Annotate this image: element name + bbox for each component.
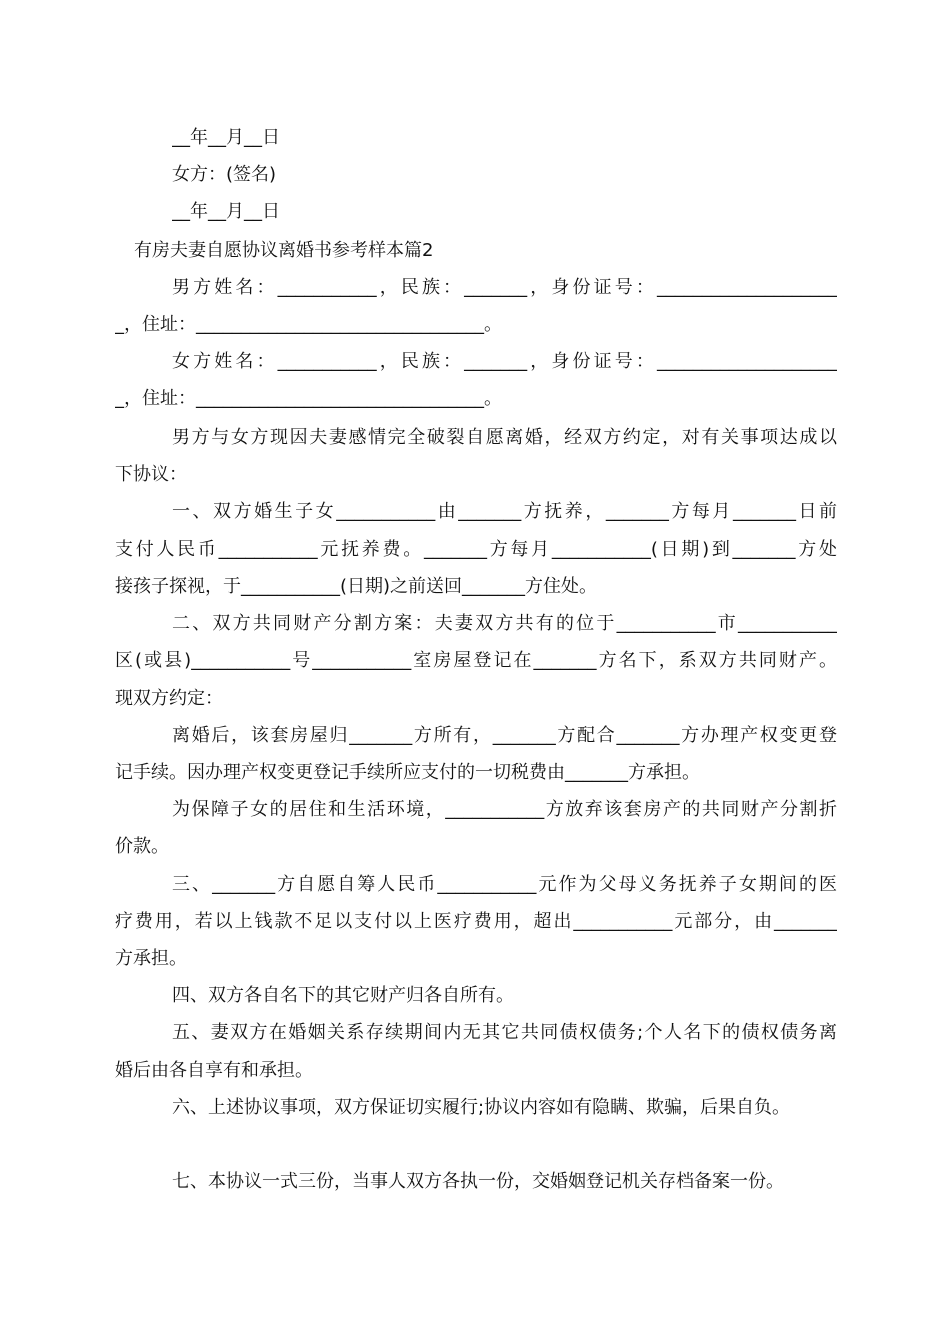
clause-2-paragraph: 区(或县)___________号___________室房屋登记在_______方名下，系双方共同财产。	[115, 650, 837, 671]
house-paragraph: 记手续。因办理产权变更登记手续所应支付的一切税费由_______方承担。	[115, 762, 700, 783]
female-address-line: _，住址：________________________________。	[115, 388, 502, 409]
clause-2-paragraph: 现双方约定：	[115, 688, 223, 709]
children-housing-paragraph: 为保障子女的居住和生活环境，___________方放弃该套房产的共同财产分割折	[172, 799, 837, 820]
clause-5-paragraph: 婚后由各自享有和承担。	[115, 1060, 313, 1081]
clause-1-paragraph: 接孩子探视，于___________(日期)之前送回_______方住处。	[115, 576, 598, 597]
date-line: __年__月__日	[172, 201, 280, 222]
clause-3-paragraph: 三、_______方自愿自筹人民币___________元作为父母义务抚养子女期间的医	[172, 874, 837, 895]
female-info-line: 女方姓名：___________，民族：_______，身份证号：____________________	[172, 351, 837, 372]
male-info-line: 男方姓名：___________，民族：_______，身份证号：____________________	[172, 277, 837, 298]
clause-5-paragraph: 五、妻双方在婚姻关系存续期间内无其它共同债权债务;个人名下的债权债务离	[172, 1022, 837, 1043]
clause-7-paragraph: 七、本协议一式三份，当事人双方各执一份，交婚姻登记机关存档备案一份。	[172, 1171, 784, 1192]
clause-3-paragraph: 疗费用，若以上钱款不足以支付以上医疗费用，超出___________元部分，由_______	[115, 911, 837, 932]
preamble-paragraph: 下协议：	[115, 464, 187, 485]
section-title: 有房夫妻自愿协议离婚书参考样本篇2	[134, 240, 434, 261]
clause-3-paragraph: 方承担。	[115, 948, 187, 969]
clause-4-paragraph: 四、双方各自名下的其它财产归各自所有。	[172, 985, 514, 1006]
date-line: __年__月__日	[172, 127, 280, 148]
house-paragraph: 离婚后，该套房屋归_______方所有，_______方配合_______方办理产权变更登	[172, 725, 837, 746]
male-address-line: _，住址：________________________________。	[115, 314, 502, 335]
clause-1-paragraph: 支付人民币___________元抚养费。_______方每月___________(日期)到_______方处	[115, 539, 837, 560]
clause-6-paragraph: 六、上述协议事项，双方保证切实履行;协议内容如有隐瞒、欺骗，后果自负。	[172, 1097, 791, 1118]
preamble-paragraph: 男方与女方现因夫妻感情完全破裂自愿离婚，经双方约定，对有关事项达成以	[172, 427, 837, 448]
children-housing-paragraph: 价款。	[115, 836, 169, 857]
clause-2-paragraph: 二、双方共同财产分割方案：夫妻双方共有的位于___________市___________	[172, 613, 837, 634]
clause-1-paragraph: 一、双方婚生子女___________由_______方抚养，_______方每月_______日前	[172, 501, 837, 522]
female-signature-line: 女方：(签名)	[172, 164, 277, 185]
